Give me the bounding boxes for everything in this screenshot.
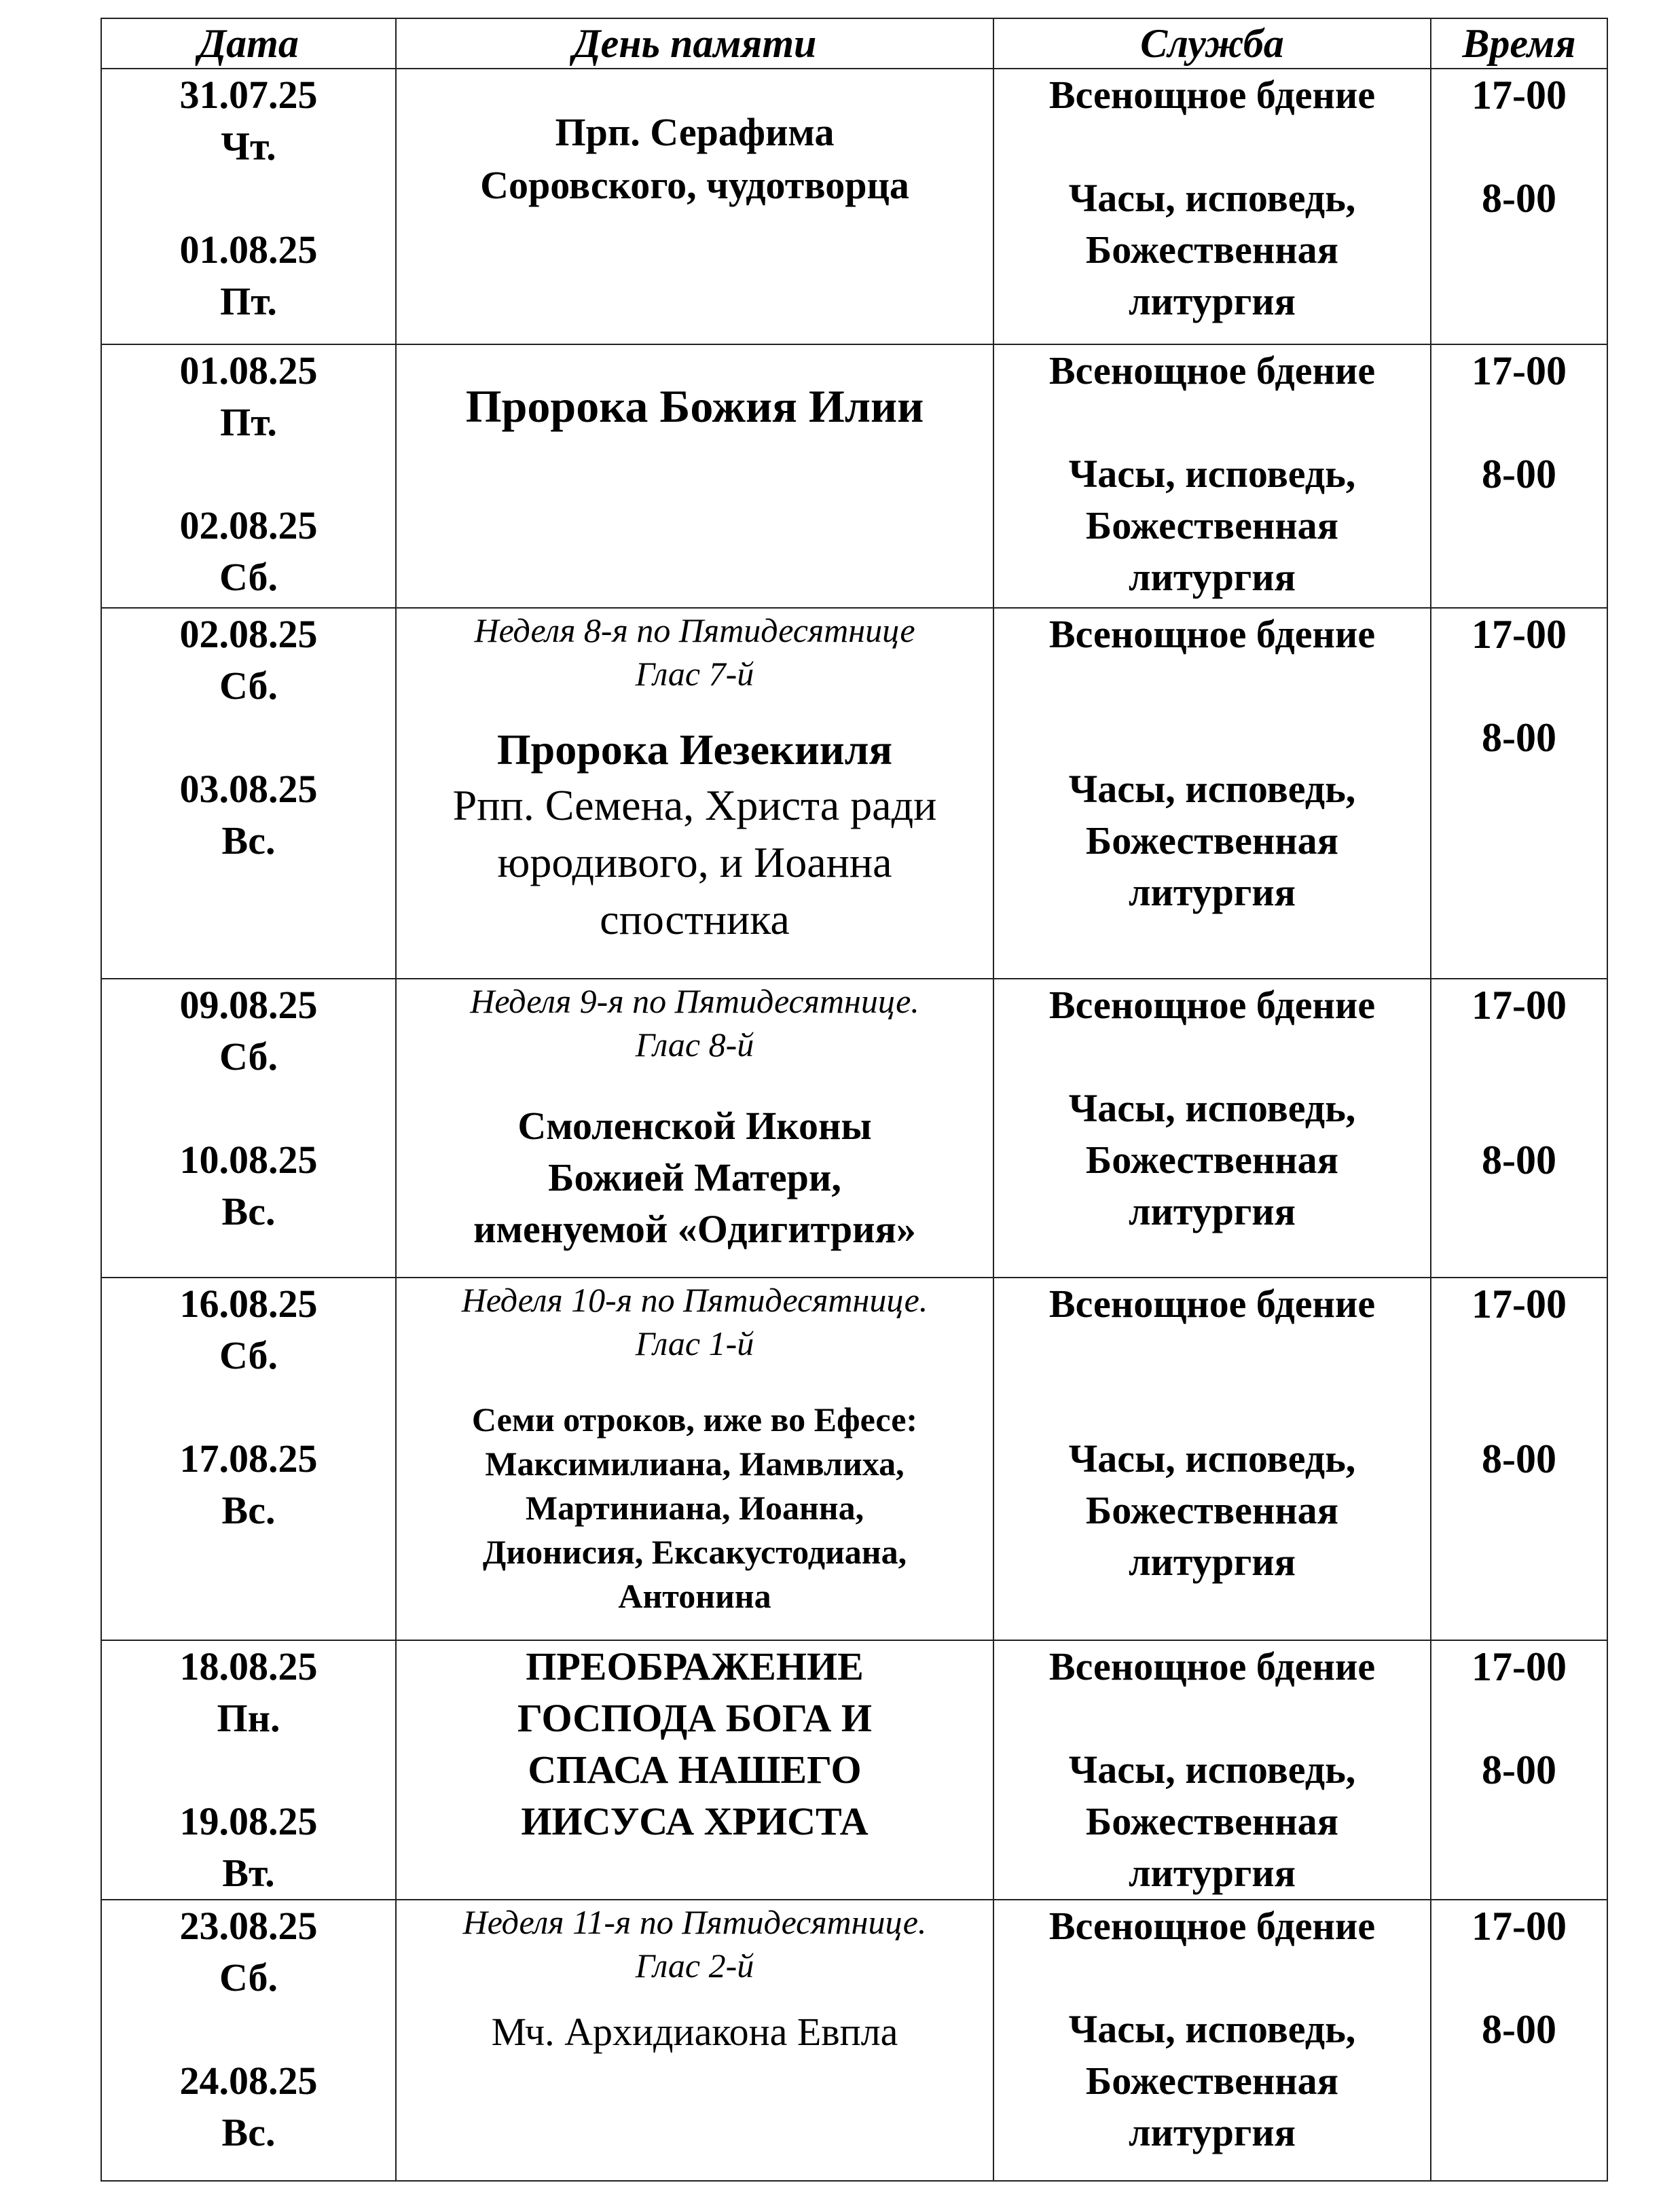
service-evening: Всенощное бдение <box>1048 983 1376 1027</box>
header-row <box>101 18 1607 69</box>
weekday-feast: Сб. <box>219 555 278 599</box>
service-evening: Всенощное бдение <box>1048 612 1376 656</box>
date-feast: 19.08.25 <box>179 1799 318 1843</box>
time-morning: 8-00 <box>1482 176 1556 221</box>
sunday-note: Неделя 10-я по Пятидесятнице. Глас 1-й <box>461 1281 928 1362</box>
saint-name: Смоленской Иконы Божией Матери, именуемой «Одигитрия» <box>473 1104 916 1251</box>
saint-name: Семи отроков, иже во Ефесе: Максимилиана, Иамвлиха, Мартиниана, Иоанна, Дионисия, Ексакустодиана, Антонина <box>471 1400 918 1615</box>
saint-name: Прп. Серафима Соровского, чудотворца <box>480 110 909 207</box>
service-cell <box>993 608 1431 979</box>
weekday-eve: Пн. <box>217 1696 280 1740</box>
header-service: Служба <box>993 18 1431 69</box>
date-cell <box>101 1900 396 2181</box>
commemoration-cell <box>396 1640 993 1900</box>
table-row <box>101 344 1607 608</box>
service-evening: Всенощное бдение <box>1048 1904 1376 1948</box>
sunday-note: Неделя 8-я по Пятидесятнице Глас 7-й <box>474 611 915 693</box>
table-row <box>101 1640 1607 1900</box>
commemoration-cell <box>396 1900 993 2181</box>
service-evening: Всенощное бдение <box>1048 73 1376 117</box>
service-evening: Всенощное бдение <box>1048 1282 1376 1326</box>
header-date: Дата <box>101 18 396 69</box>
commemoration-cell <box>396 979 993 1278</box>
schedule-table <box>101 18 1608 2182</box>
time-evening: 17-00 <box>1472 1904 1567 1949</box>
sunday-note: Неделя 9-я по Пятидесятнице. Глас 8-й <box>470 982 919 1064</box>
time-evening: 17-00 <box>1472 983 1567 1028</box>
service-cell <box>993 69 1431 344</box>
date-cell <box>101 979 396 1278</box>
time-morning: 8-00 <box>1482 452 1556 496</box>
date-eve: 18.08.25 <box>179 1644 318 1688</box>
saint-name: ПРЕОБРАЖЕНИЕ ГОСПОДА БОГА И СПАСА НАШЕГО ИИСУСА ХРИСТА <box>517 1644 872 1843</box>
service-evening: Всенощное бдение <box>1048 348 1376 393</box>
time-cell <box>1431 1278 1607 1640</box>
date-feast: 10.08.25 <box>179 1138 318 1182</box>
time-cell <box>1431 608 1607 979</box>
service-cell <box>993 344 1431 608</box>
time-evening: 17-00 <box>1472 348 1567 393</box>
time-morning: 8-00 <box>1482 2007 1556 2052</box>
time-morning: 8-00 <box>1482 715 1556 760</box>
table-row <box>101 1278 1607 1640</box>
weekday-eve: Сб. <box>219 1333 278 1377</box>
date-cell <box>101 1278 396 1640</box>
date-cell <box>101 344 396 608</box>
saint-name: Пророка Иезекииля <box>496 725 893 774</box>
date-eve: 23.08.25 <box>179 1904 318 1948</box>
weekday-eve: Сб. <box>219 664 278 708</box>
table-row <box>101 608 1607 979</box>
time-cell <box>1431 1900 1607 2181</box>
service-morning: Часы, исповедь, Божественная литургия <box>1068 1436 1356 1584</box>
date-eve: 09.08.25 <box>179 983 318 1027</box>
service-morning: Часы, исповедь, Божественная литургия <box>1068 767 1356 914</box>
service-cell <box>993 1640 1431 1900</box>
date-eve: 16.08.25 <box>179 1282 318 1326</box>
header-day: День памяти <box>396 18 993 69</box>
service-morning: Часы, исповедь, Божественная литургия <box>1068 1748 1356 1895</box>
weekday-eve: Пт. <box>220 400 277 444</box>
time-morning: 8-00 <box>1482 1436 1556 1481</box>
time-evening: 17-00 <box>1472 73 1567 117</box>
service-morning: Часы, исповедь, Божественная литургия <box>1068 2007 1356 2154</box>
date-eve: 01.08.25 <box>179 348 318 393</box>
date-feast: 17.08.25 <box>179 1436 318 1481</box>
weekday-eve: Сб. <box>219 1034 278 1079</box>
time-cell <box>1431 69 1607 344</box>
weekday-feast: Вс. <box>221 2110 276 2154</box>
date-cell <box>101 1640 396 1900</box>
weekday-eve: Сб. <box>219 1955 278 2000</box>
date-feast: 24.08.25 <box>179 2059 318 2103</box>
time-cell <box>1431 344 1607 608</box>
time-evening: 17-00 <box>1472 1644 1567 1689</box>
commemoration-cell <box>396 344 993 608</box>
weekday-feast: Вт. <box>222 1851 275 1895</box>
date-cell <box>101 608 396 979</box>
time-cell <box>1431 1640 1607 1900</box>
table-row <box>101 979 1607 1278</box>
time-morning: 8-00 <box>1482 1748 1556 1792</box>
header-time: Время <box>1431 18 1607 69</box>
date-feast: 03.08.25 <box>179 767 318 811</box>
date-feast: 02.08.25 <box>179 503 318 547</box>
service-cell <box>993 979 1431 1278</box>
service-evening: Всенощное бдение <box>1048 1644 1376 1688</box>
time-morning: 8-00 <box>1482 1138 1556 1182</box>
date-eve: 02.08.25 <box>179 612 318 656</box>
weekday-feast: Вс. <box>221 818 276 863</box>
date-feast: 01.08.25 <box>179 228 318 272</box>
weekday-feast: Вс. <box>221 1189 276 1233</box>
service-cell <box>993 1278 1431 1640</box>
saint-extra: Рпп. Семена, Христа ради юродивого, и Иоанна спостника <box>452 781 937 943</box>
service-morning: Часы, исповедь, Божественная литургия <box>1068 452 1356 599</box>
time-evening: 17-00 <box>1472 612 1567 657</box>
time-cell <box>1431 979 1607 1278</box>
weekday-eve: Чт. <box>221 124 276 168</box>
saint-name: Мч. Архидиакона Евпла <box>491 2010 898 2054</box>
time-evening: 17-00 <box>1472 1282 1567 1326</box>
service-morning: Часы, исповедь, Божественная литургия <box>1068 176 1356 323</box>
commemoration-cell <box>396 608 993 979</box>
service-morning: Часы, исповедь, Божественная литургия <box>1068 1086 1356 1233</box>
table-row <box>101 1900 1607 2181</box>
date-cell <box>101 69 396 344</box>
weekday-feast: Пт. <box>220 279 277 323</box>
sunday-note: Неделя 11-я по Пятидесятнице. Глас 2-й <box>462 1903 927 1985</box>
table-row <box>101 69 1607 344</box>
service-cell <box>993 1900 1431 2181</box>
weekday-feast: Вс. <box>221 1488 276 1532</box>
saint-name: Пророка Божия Илии <box>465 380 924 432</box>
commemoration-cell <box>396 69 993 344</box>
commemoration-cell <box>396 1278 993 1640</box>
date-eve: 31.07.25 <box>179 73 318 117</box>
